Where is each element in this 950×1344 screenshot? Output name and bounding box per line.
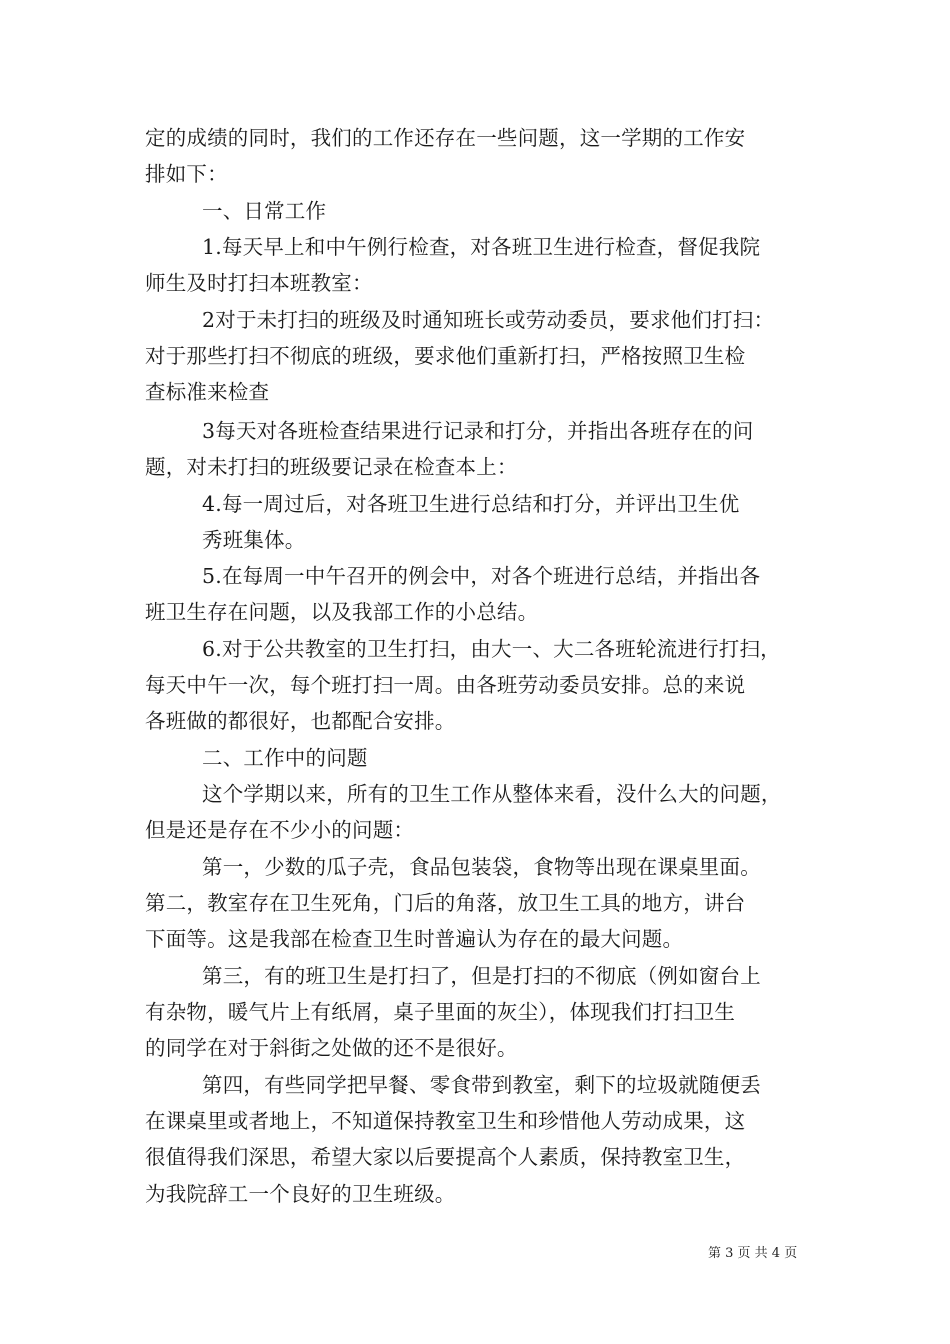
text-line: 这个学期以来，所有的卫生工作从整体来看，没什么大的问题， (202, 782, 782, 806)
page-number: 第 3 页 共 4 页 (708, 1246, 798, 1261)
text-line: 但是还是存在不少小的问题： (145, 818, 415, 842)
text-line: 在课桌里或者地上，不知道保持教室卫生和珍惜他人劳动成果，这 (145, 1109, 746, 1133)
text-line: 秀班集体。 (202, 528, 306, 552)
text-line: 班卫生存在问题，以及我部工作的小总结。 (145, 600, 539, 624)
text-line: 第四，有些同学把早餐、零食带到教室，剩下的垃圾就随便丢 (202, 1073, 761, 1097)
text-line: 查标准来检查 (145, 380, 270, 404)
text-line: 6.对于公共教室的卫生打扫，由大一、大二各班轮流进行打扫， (202, 637, 781, 661)
text-line: 为我院辞工一个良好的卫生班级。 (145, 1182, 456, 1206)
text-line: 3每天对各班检查结果进行记录和打分，并指出各班存在的问 (202, 419, 754, 443)
text-line: 的同学在对于斜街之处做的还不是很好。 (145, 1036, 518, 1060)
text-line: 第一，少数的瓜子壳，食品包装袋，食物等出现在课桌里面。 (202, 855, 761, 879)
text-line: 4.每一周过后，对各班卫生进行总结和打分，并评出卫生优 (202, 492, 740, 516)
section-heading: 二、工作中的问题 (202, 746, 368, 770)
text-line: 定的成绩的同时，我们的工作还存在一些问题，这一学期的工作安 (145, 126, 746, 150)
text-line: 师生及时打扫本班教室： (145, 271, 373, 295)
text-line: 题，对未打扫的班级要记录在检查本上： (145, 455, 518, 479)
text-line: 下面等。这是我部在检查卫生时普遍认为存在的最大问题。 (145, 927, 684, 951)
text-line: 第三，有的班卫生是打扫了，但是打扫的不彻底（例如窗台上 (202, 964, 761, 988)
text-line: 排如下： (145, 162, 228, 186)
text-line: 2对于未打扫的班级及时通知班长或劳动委员，要求他们打扫： (202, 308, 775, 332)
text-line: 各班做的都很好，也都配合安排。 (145, 709, 456, 733)
text-line: 每天中午一次，每个班打扫一周。由各班劳动委员安排。总的来说 (145, 673, 746, 697)
text-line: 5.在每周一中午召开的例会中，对各个班进行总结，并指出各 (202, 564, 761, 588)
text-line: 1.每天早上和中午例行检查，对各班卫生进行检查，督促我院 (202, 235, 761, 259)
text-line: 对于那些打扫不彻底的班级，要求他们重新打扫，严格按照卫生检 (145, 344, 746, 368)
text-line: 第二，教室存在卫生死角，门后的角落，放卫生工具的地方，讲台 (145, 891, 746, 915)
text-line: 很值得我们深思，希望大家以后要提高个人素质，保持教室卫生， (145, 1145, 746, 1169)
section-heading: 一、日常工作 (202, 199, 327, 223)
text-line: 有杂物，暖气片上有纸屑，桌子里面的灰尘），体现我们打扫卫生 (145, 1000, 736, 1024)
